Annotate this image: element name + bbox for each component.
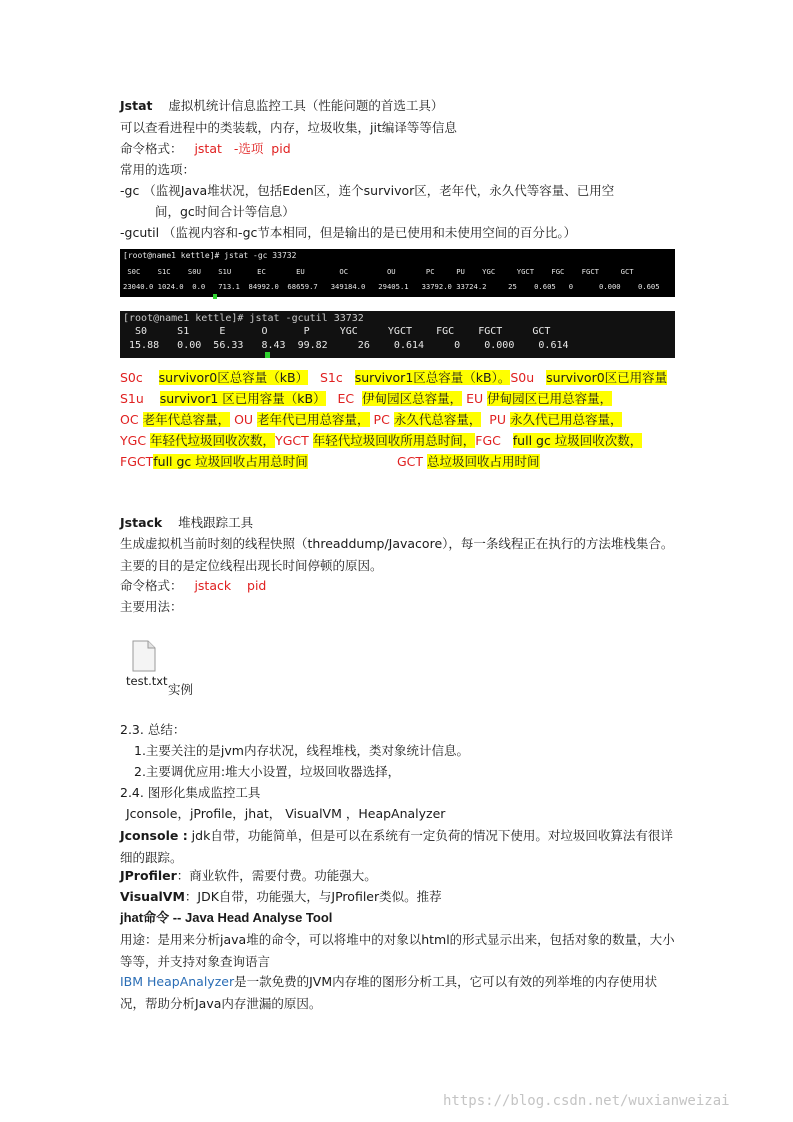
command-jstack: jstack (194, 578, 232, 593)
usage-label: 主要用法： (120, 599, 183, 614)
attachment-caption: 实例 (168, 682, 194, 697)
terminal-prompt: [root@name1 kettle]# jstat -gc 33732 (123, 251, 297, 260)
jconsole-desc (120, 825, 675, 868)
legend-value: 伊甸园区总容量， (362, 391, 463, 406)
file-icon[interactable] (131, 640, 157, 672)
jhat-description: 用途：是用来分析java堆的命令，可以将堆中的对象以html的形式显示出来，包括对象的数量，大小等等，并支持对象查询语言 (120, 932, 675, 969)
legend-key: EU (466, 391, 484, 406)
legend-value: 老年代已用总容量， (257, 412, 370, 427)
legend-key: FGCT (120, 454, 154, 469)
summary-heading: 2.3. 总结： (120, 722, 186, 737)
command-label: 命令格式： (120, 578, 183, 593)
command-pid: pid (247, 578, 267, 593)
legend-value: 总垃圾回收占用时间 (427, 454, 540, 469)
jstat-heading (120, 96, 443, 116)
legend-value: full gc 垃圾回收次数， (512, 433, 643, 448)
legend-key: S1c (320, 370, 343, 385)
legend-key: PU (489, 412, 506, 427)
terminal-jstat-gc (120, 249, 675, 297)
legend-value: survivor1 区已用容量（kB） (159, 391, 326, 406)
tool-text: ：商业软件，需要付费。功能强大。 (176, 868, 377, 883)
legend-value: 老年代总容量， (142, 412, 231, 427)
summary-item: 2.主要调优应用:堆大小设置，垃圾回收器选择， (134, 764, 401, 779)
legend-key: PC (373, 412, 390, 427)
terminal-prompt: [root@name1 kettle]# jstat -gcutil 33732 (123, 313, 364, 324)
jstat-description: 可以查看进程中的类装载，内存，垃圾收集，jit编译等等信息 (120, 120, 457, 135)
legend-key: YGC (120, 433, 147, 448)
ibm-heapanalyzer-desc (120, 971, 675, 1014)
gc-option-line2: 间，gc时间合计等信息） (155, 204, 295, 219)
command-jstat: jstat (194, 141, 222, 156)
legend-value: 伊甸园区已用总容量， (487, 391, 613, 406)
legend-key: OC (120, 412, 139, 427)
legend-key: S0u (510, 370, 535, 385)
gcutil-option: -gcutil （监视内容和-gc节本相同，但是输出的是已使用和未使用空间的百分比。） (120, 225, 577, 240)
attachment-filename[interactable]: test.txt (126, 674, 168, 688)
jstack-heading (120, 513, 253, 533)
jstat-command-format (120, 139, 291, 159)
command-pid: pid (271, 141, 291, 156)
legend-line3 (120, 410, 622, 430)
gui-heading: 2.4. 图形化集成监控工具 (120, 785, 261, 800)
legend-key: S1u (120, 391, 144, 406)
terminal-cursor (265, 352, 270, 358)
visualvm-desc (120, 887, 442, 907)
legend-value: 永久代总容量， (393, 412, 482, 427)
legend-key: S0c (120, 370, 143, 385)
summary-item: 1.主要关注的是jvm内存状况，线程堆栈，类对象统计信息。 (134, 743, 469, 758)
jstack-subtitle: 堆栈跟踪工具 (178, 515, 254, 530)
terminal-values: 15.88 0.00 56.33 8.43 99.82 26 0.614 0 0.000 0.614 (123, 340, 569, 351)
terminal-jstat-gcutil (120, 311, 675, 358)
tool-text: ：JDK自带，功能强大，与JProfiler类似。推荐 (184, 889, 442, 904)
jstat-subtitle: 虚拟机统计信息监控工具（性能问题的首选工具） (168, 98, 444, 113)
legend-line2 (120, 389, 612, 409)
ibm-heapanalyzer-link[interactable]: IBM HeapAnalyzer (120, 974, 235, 989)
legend-key: FGC (475, 433, 501, 448)
legend-key: YGCT (275, 433, 309, 448)
tool-name: JProfiler (120, 868, 177, 883)
legend-value: survivor0区已用容量 (546, 370, 668, 385)
jhat-heading: jhat命令 -- Java Head Analyse Tool (120, 910, 333, 925)
tool-name: VisualVM (120, 889, 185, 904)
legend-key: GCT (397, 454, 424, 469)
watermark: https://blog.csdn.net/wuxianweizai (443, 1093, 730, 1109)
command-option: -选项 (233, 141, 264, 156)
legend-value: full gc 垃圾回收占用总时间 (153, 454, 308, 469)
options-label: 常用的选项： (120, 162, 196, 177)
gc-option-line1: -gc （监视Java堆状况，包括Eden区，连个survivor区，老年代，永久代等容量、已用空 (120, 183, 615, 198)
jstack-title: Jstack (120, 515, 163, 530)
jstat-title: Jstat (120, 98, 153, 113)
legend-key: EC (337, 391, 355, 406)
legend-value: 永久代已用总容量， (509, 412, 623, 427)
legend-value: 年轻代垃圾回收所用总时间， (312, 433, 476, 448)
legend-line4 (120, 431, 642, 451)
ibm-text: 是一款免费的JVM内存堆的图形分析工具，它可以有效的列举堆的内存使用状况，帮助分析Java内存泄漏的原因。 (120, 974, 658, 1011)
tool-text: jdk自带，功能简单，但是可以在系统有一定负荷的情况下使用。对垃圾回收算法有很详细的跟踪。 (120, 828, 673, 865)
legend-line5-gct (397, 452, 540, 472)
legend-line5 (120, 452, 308, 472)
legend-value: survivor1区总容量（kB）。 (354, 370, 511, 385)
gui-tools-list: Jconsole，jProfile，jhat， VisualVM ，HeapAnalyzer (126, 806, 446, 821)
legend-line1 (120, 368, 667, 388)
legend-key: OU (234, 412, 254, 427)
terminal-header: S0 S1 E O P YGC YGCT FGC FGCT GCT (123, 326, 551, 337)
jprofiler-desc (120, 866, 377, 886)
tool-name: Jconsole : (120, 828, 188, 843)
legend-value: survivor0区总容量（kB） (158, 370, 309, 385)
legend-value: 年轻代垃圾回收次数， (150, 433, 276, 448)
command-label: 命令格式： (120, 141, 183, 156)
jstack-description: 生成虚拟机当前时刻的线程快照（threaddump/Javacore），每一条线程正在执行的方法堆栈集合。主要的目的是定位线程出现长时间停顿的原因。 (120, 536, 674, 573)
terminal-cursor (213, 294, 217, 299)
terminal-header: S0C S1C S0U S1U EC EU OC OU PC PU YGC YGCT FGC FGCT GCT (123, 267, 634, 276)
jstack-command-format (120, 576, 266, 596)
terminal-values: 23040.0 1024.0 0.0 713.1 84992.0 68659.7 349184.0 29405.1 33792.0 33724.2 25 0.605 0 0.000 0.605 (123, 282, 660, 291)
